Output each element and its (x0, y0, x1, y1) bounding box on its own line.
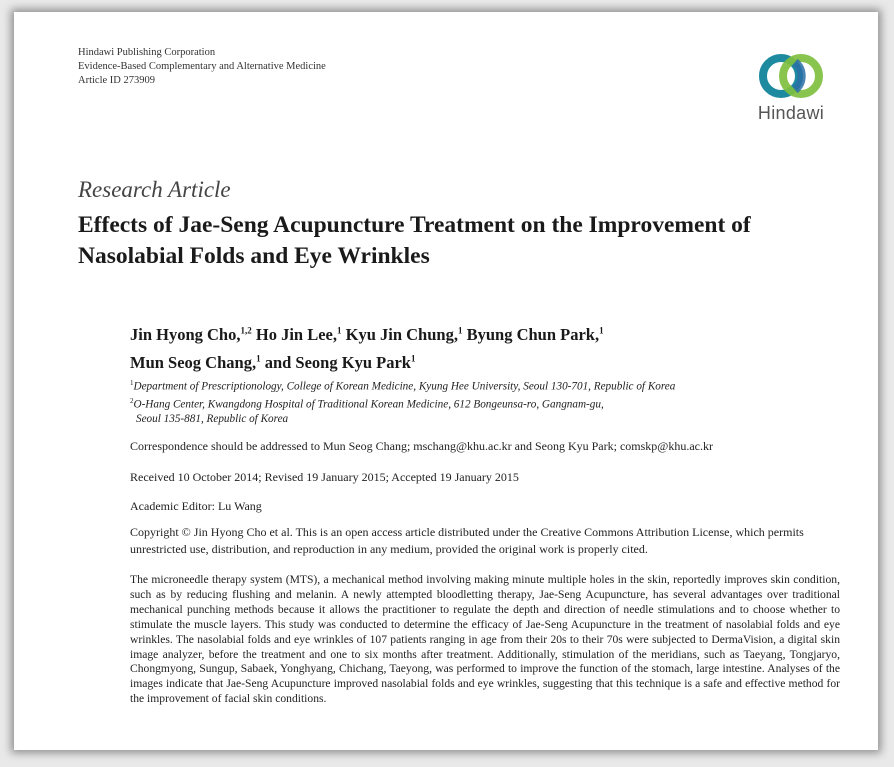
paper-title: Effects of Jae-Seng Acupuncture Treatment on the Improvement of Nasolabial Folds and Eye Wrinkles (78, 212, 751, 269)
copyright-notice: Copyright © Jin Hyong Cho et al. This is an open access article distributed under the Creative Commons Attribution License, which permits unrestricted use, distribution, and reproduction in any medium, provided the original work is properly cited. (130, 525, 804, 556)
affiliation-1: $^1$Department of Prescriptionology, College of Korean Medicine, Kyung Hee University, Seoul 130-701, Republic of Korea (130, 379, 676, 393)
author: Mun Seog Chang,$^1$ (130, 353, 261, 372)
affiliations (130, 376, 850, 427)
logo-wordmark: Hindawi (757, 103, 825, 123)
author: Byung Chun Park,$^1$ (466, 324, 604, 344)
author-list (130, 318, 850, 375)
publication-info (78, 46, 326, 88)
received-dates: Received 10 October 2014; Revised 19 January 2015; Accepted 19 January 2015 (130, 470, 519, 484)
article-type: Research Article (78, 177, 231, 202)
author: Jin Hyong Cho,$^{1,2}$ (130, 324, 252, 344)
article-id: Article ID 273909 (78, 75, 155, 86)
academic-editor: Academic Editor: Lu Wang (130, 499, 262, 513)
affiliation-2: $^2$O-Hang Center, Kwangdong Hospital of Traditional Korean Medicine, 612 Bongeunsa-ro, Gangnam-gu, (130, 397, 604, 411)
paper-page (14, 12, 878, 750)
abstract: The microneedle therapy system (MTS), a mechanical method involving making minute multiple holes in the skin, reportedly improves skin condition, such as by reducing flushing and melanin. A newly attempted bloodletting therapy, Jae-Seng Acupuncture, has several advantages over traditional mechanical punching methods because it allows the practitioner to regulate the depth and direction of needle stimulations and to choose whether to stimulate the muscle layers. This study was conducted to determine the efficacy of Jae-Seng Acupuncture in the treatment of nasolabial folds and eye wrinkles. The nasolabial folds and eye wrinkles of 107 patients ranging in age from their 20s to their 70s were subjected to DermaVision, a digital skin image analyzer, before the treatment and one to six months after treatment. Additionally, stimulation of the meridians, such as Taeyang, Tongjaryo, Chongmyong, Sungup, Sabaek, Yonghyang, Chichang, Taeyong, was performed to improve the function of the stomach, large intestine. Analyses of the images indicate that Jae-Seng Acupuncture improved nasolabial folds and eye wrinkles, suggesting that this technique is a safe and effective method for the improvement of facial skin conditions. (130, 573, 840, 706)
publisher-name: Hindawi Publishing Corporation (78, 47, 216, 58)
hindawi-logo (749, 50, 833, 140)
correspondence: Correspondence should be addressed to Mun Seog Chang; mschang@khu.ac.kr and Seong Kyu Park; comskp@khu.ac.kr (130, 439, 713, 453)
author: Kyu Jin Chung,$^1$ (345, 324, 463, 344)
hindawi-rings-icon (757, 50, 825, 102)
author: Ho Jin Lee,$^1$ (255, 324, 342, 344)
affiliation-2-continued: Seoul 135-881, Republic of Korea (136, 413, 289, 426)
journal-name: Evidence-Based Complementary and Alternative Medicine (78, 61, 326, 72)
author: and Seong Kyu Park$^1$ (264, 353, 416, 372)
